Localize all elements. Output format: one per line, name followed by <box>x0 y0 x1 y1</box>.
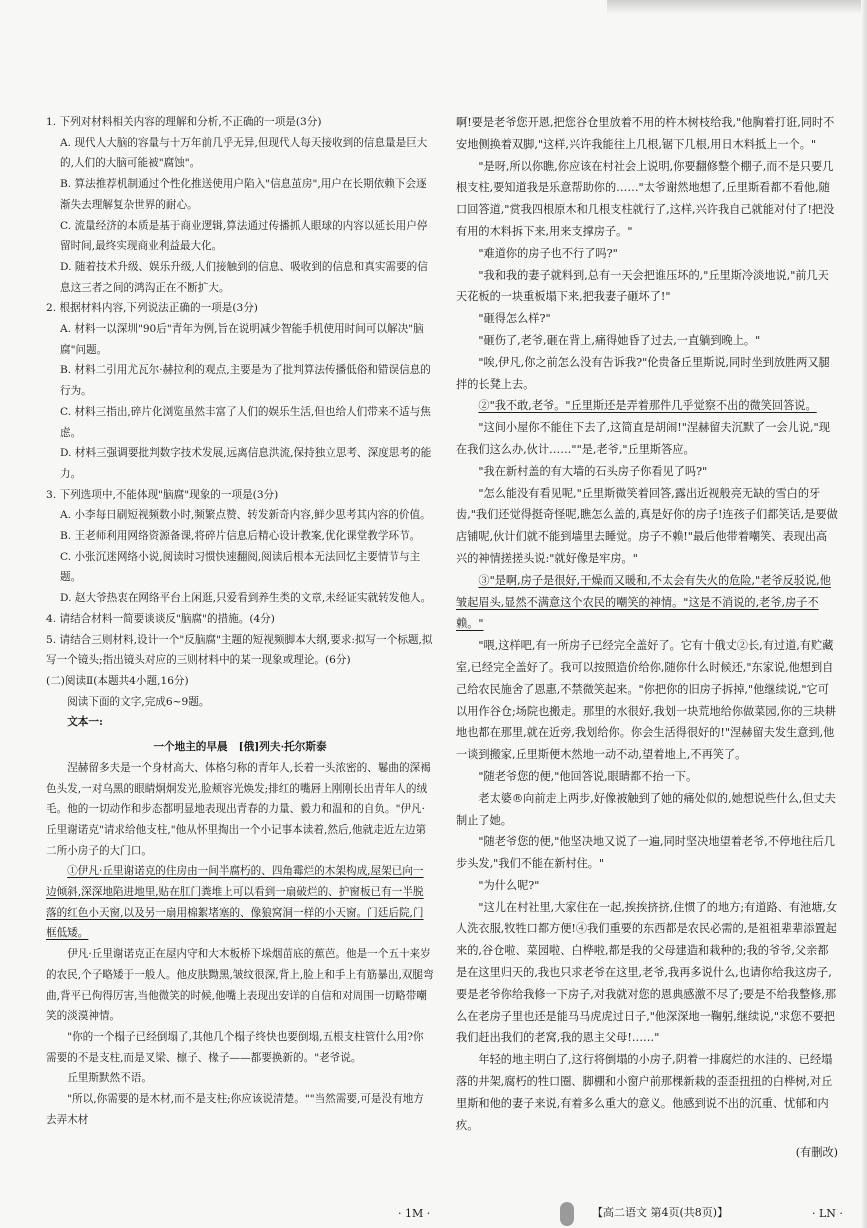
q1-option-a: A. 现代人大脑的容量与十万年前几乎无异,但现代人每天接收到的信息量是巨大的,人们的大脑可能被"腐蚀"。 <box>60 136 428 170</box>
question-3: 3. 下列选项中,不能体现"脑腐"现象的一项是(3分) <box>46 488 279 501</box>
story-continued-8: ②"我不敢,老爷。"丘里斯还是弄着那件几乎觉察不出的微笑回答说。 <box>478 399 817 413</box>
footer-page-info: 【高二语文 第4页(共8页)】 <box>592 1206 729 1219</box>
story-continued-4: "我和我的妻子就料到,总有一天会把谁压坏的,"丘里斯冷淡地说,"前几天天花板的一块重板塌下来,把我妻子砸坏了!" <box>456 268 829 304</box>
story-continued-10: "我在新村盖的有大墙的石头房子你看见了吗?" <box>478 464 708 478</box>
story-title-line <box>46 737 434 758</box>
story-continued-2: "是呀,所以你瞧,你应该在村社会上说明,你要翻修整个棚子,而不是只要几根支柱,要知道我是乐意帮助你的……"太爷谢然地想了,丘里斯看都不看他,随口回答道,"赏我四根原木和几根支柱就行了,这样,兴许我自己就能对付了!把没有用的木料拆下来,用来支撑房子。" <box>456 159 835 238</box>
q1-option-c: C. 流量经济的本质是基于商业逻辑,算法通过传播抓人眼球的内容以延长用户停留时间,最终实现商业利益最大化。 <box>60 219 428 253</box>
scan-edge <box>861 0 867 1228</box>
story-paragraph-6: "所以,你需要的是木材,而不是支柱;你应该说清楚。""当然需要,可是没有地方去弄木材 <box>46 1093 424 1126</box>
story-continued-6: "砸伤了,老爷,砸在背上,痛得她昏了过去,一直躺到晚上。" <box>478 333 761 347</box>
q3-option-c: C. 小张沉迷网络小说,阅读时习惯快速翻阅,阅读后根本无法回忆主要情节与主题。 <box>60 550 421 584</box>
story-title: 一个地主的早晨 <box>153 741 228 754</box>
story-continued-14: "随老爷您的便,"他回答说,眼睛都不抬一下。 <box>478 769 698 783</box>
left-column <box>46 112 434 1130</box>
story-continued-1: 啊!要是老爷您开恩,把您谷仓里放着不用的杵木树枝给我,"他胸着打诳,同时不安地侧换着双脚,"这样,兴许我能往上几根,锯下几根,用日木料抵上一个。" <box>456 116 835 151</box>
section-2-heading: (二)阅读Ⅱ(本题共4小题,16分) <box>46 674 189 687</box>
story-continued-17: "为什么呢?" <box>478 878 540 892</box>
story-continued-12: ③"是啊,房子是很好,干燥而又暖和,不太会有失火的危险,"老爷反驳说,他皱起眉头,显然不满意这个农民的嘲笑的神情。"这是不消说的,老爷,房子不赖。" <box>456 573 831 631</box>
story-author: [俄]列夫·托尔斯泰 <box>238 741 327 754</box>
story-continued-19: 年轻的地主明白了,这行将倒塌的小房子,阴着一排腐烂的水洼的、已经塌落的井架,腐朽的牲口圈、脚棚和小窗户前那棵新栽的歪歪扭扭的白桦树,对丘里斯和他的妻子来说,有着多么重大的意义。他感到说不出的沉重、忧郁和内疚。 <box>456 1053 833 1132</box>
q1-option-d: D. 随着技术升级、娱乐升级,人们接触到的信息、吸收到的信息和真实需要的信息这三者之间的鸿沟正在不断扩大。 <box>60 260 428 294</box>
footer-right-code: · LN · <box>812 1207 843 1220</box>
story-continued-15: 老太婆®向前走上两步,好像被触到了她的痛处似的,她想说些什么,但丈夫制止了她。 <box>456 791 836 827</box>
abridged-note: (有删改) <box>795 1146 838 1160</box>
story-continued-9: "这间小屋你不能住下去了,这简直是胡闹!"涅赫留夫沉默了一会儿说,"现在我们这么办,伙计……""是,老爷,"丘里斯答应。 <box>456 421 830 456</box>
story-continued-18: "这儿在村社里,大家住在一起,挨挨挤挤,住惯了的地方;有道路、有池塘,女人洗衣服,牧牲口都方便!④我们重要的东西都是农民必需的,是祖祖辈辈添置起来的,谷仓啦、菜园啦、白桦啦,都是我的父母建造和栽种的;我的爷爷,父亲都是在这里归天的,我也只求老爷在这里,老爷,我再多说什么,也请你给我这房子,要是老爷你给我修一下房子,对我就对您的恩典感激不尽了;要是不给我整修,那么在老房子里也还是能马马虎虎过日子,"他深深地一鞠躬,继续说,"求您不要把我们赶出我们的老窝,我的恩主父母!……" <box>456 900 838 1045</box>
q1-option-b: B. 算法推荐机制通过个性化推送使用户陷入"信息茧房",用户在长期依赖下会逐渐失去理解复杂世界的耐心。 <box>60 178 427 211</box>
q2-option-b: B. 材料二引用尤瓦尔·赫拉利的观点,主要是为了批判算法传播低俗和错误信息的行为。 <box>60 364 431 398</box>
story-paragraph-4: "你的一个榻子已经倒塌了,其他几个榻子终快也要倒塌,五根支柱管什么用?你需要的不是支柱,而是叉梁、檩子、椽子——都要换新的。"老爷说。 <box>46 1030 424 1064</box>
story-continued-3: "难道你的房子也不行了吗?" <box>478 246 618 260</box>
instruction: 阅读下面的文字,完成6~9题。 <box>67 695 210 708</box>
story-continued-11: "怎么能没有看见呢,"丘里斯微笑着回答,露出近视般亮无缺的雪白的牙齿,"我们还觉得挺奇怪呢,瞧怎么盖的,真是好你的房子!连孩子们都笑话,是要做店铺呢,伙计们就不能到墙里去睡觉。房子不赖!"最后他带着嘲笑、表现出高兴的神情搓搓头说:"就好像是牢房。" <box>456 486 838 565</box>
story-continued-16: "随老爷您的便,"他坚决地又说了一遍,同时坚决地望着老爷,不停地往后几步头发,"我们不能在新村住。" <box>456 835 835 871</box>
story-continued-13: "喂,这样吧,有一所房子已经完全盖好了。它有十俄丈②长,有过道,有贮藏室,已经完全盖好了。我可以按照造价给你,随你什么时候还,"东家说,他想到自己给农民施舍了恩惠,不禁微笑起来。"你把你的旧房子拆掉,"他继续说,"它可以用作谷仓;场院也搬走。那里的水很好,我划一块荒地给你做菜园,你的三块耕地也都在那里,就在近旁,我划给你。你会生活得很好的!"涅赫留夫发生意到,他一谈到搬家,丘里斯便木然地一动不动,望着地上,不再笑了。 <box>456 639 837 762</box>
question-4: 4. 请结合材料一简要谈谈反"脑腐"的措施。(4分) <box>46 612 275 625</box>
question-5: 5. 请结合三则材料,设计一个"反脑腐"主题的短视频脚本大纲,要求:拟写一个标题,拟写一个镜头;指出镜头对应的三则材料中的某一现象或理论。(6分) <box>46 633 433 667</box>
story-paragraph-3: 伊凡·丘里谢诺克正在屋内守和大木板桥下垛烟苗底的蕉芭。他是一个五十来岁的农民,个子略矮于一般人。他皮肤黝黑,皱纹很深,背上,脸上和手上有筋暴出,双腿弯曲,背平已佝得厉害,当他微笑的时候,他嘴上表现出安详的自信和对周围一切略带嘲笑的淡漠神情。 <box>46 948 434 1023</box>
footer-left-code: · 1M · <box>398 1207 431 1220</box>
story-continued-5: "砸得怎么样?" <box>478 312 551 326</box>
scan-mark <box>560 1202 574 1226</box>
question-2: 2. 根据材料内容,下列说法正确的一项是(3分) <box>46 302 258 315</box>
q3-option-b: B. 王老师利用网络资源备课,将碎片信息后精心设计教案,优化课堂教学环节。 <box>60 530 421 543</box>
q3-option-a: A. 小李每日刷短视频数小时,频繁点赞、转发新奇内容,鲜少思考其内容的价值。 <box>60 509 431 522</box>
text-one-label: 文本一: <box>67 716 103 729</box>
story-paragraph-5: 丘里斯默然不语。 <box>67 1072 152 1085</box>
q2-option-a: A. 材料一以深圳"90后"青年为例,旨在说明减少智能手机使用时间可以解决"脑腐"问题。 <box>60 323 424 356</box>
q2-option-c: C. 材料三指出,碎片化浏览虽然丰富了人们的娱乐生活,但也给人们带来不适与焦虑。 <box>60 405 431 439</box>
story-paragraph-2: ①伊凡·丘里谢诺克的住房由一间半腐朽的、四角霉烂的木架构成,屋架已向一边倾斜,深深地陷进地里,贴在肛门粪堆上可以看到一扇破烂的、护窗板已有一半脱落的红色小天窗,以及另一扇用棉絮堵塞的、像狼窝洞一样的小天窗。门廷后院,门框低矮。 <box>46 865 424 940</box>
story-paragraph-1: 涅赫留多夫是一个身材高大、体格匀称的青年人,长着一头浓密的、鬈曲的深褐色头发,一对乌黑的眼睛炯炯发光,脸颊容光焕发;排红的嘴唇上刚刚长出青年人的绒毛。他的一切动作和步态都明显地表现出青春的力量、毅力和温和的自负。"伊凡·丘里谢诺克"请求给他支柱,"他从怀里掏出一个小记事本读着,然后,他就走近左边第二所小房子的大门口。 <box>46 761 431 857</box>
story-continued-7: "唉,伊凡,你之前怎么没有告诉我?"伦贵备丘里斯说,同时坐到放胜两又腿拌的长凳上去。 <box>456 355 830 391</box>
q2-option-d: D. 材料三强调要批判数字技术发展,远离信息洪流,保持独立思考、深度思考的能力。 <box>60 447 432 480</box>
scan-shadow <box>607 0 867 14</box>
right-column <box>456 112 838 1164</box>
question-1: 1. 下列对材料相关内容的理解和分析,不正确的一项是(3分) <box>46 116 322 128</box>
q3-option-d: D. 赵大爷热衷在网络平台上闲逛,只爱看到养生类的文章,未经证实就转发他人。 <box>60 592 432 605</box>
